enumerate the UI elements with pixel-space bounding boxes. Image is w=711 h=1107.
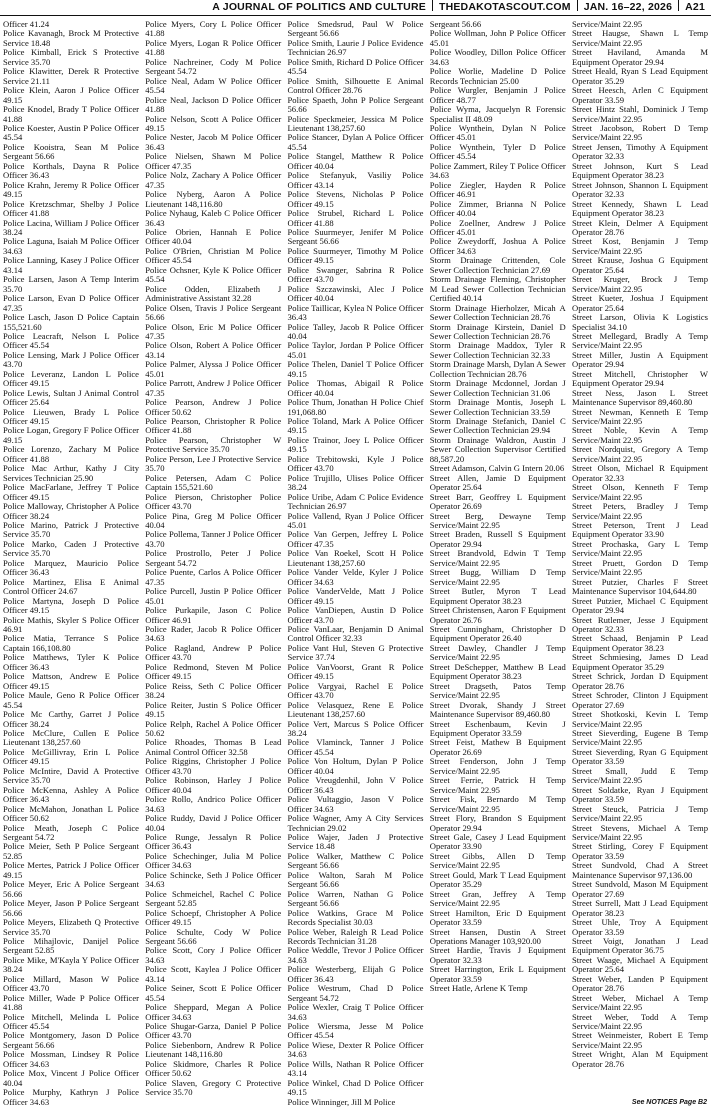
- listing-entry: Police Wurgler, Benjamin J Police Officer 48.77: [429, 85, 566, 105]
- listing-entry: Street Soldatke, Ryan J Equipment Operator 33.59: [572, 784, 708, 805]
- listing-entry: Police Olson, Eric M Police Officer 47.35: [145, 321, 282, 341]
- listing-entry: Police Obrien, Hannah E Police Officer 40.04: [145, 226, 282, 247]
- listing-entry: Police Odden, Elizabeth J Administrative Assistant 32.28: [145, 283, 282, 304]
- listing-entry: Street DeSchepper, Matthew B Lead Equipment Operator 38.23: [429, 661, 566, 682]
- listing-entry: Street Barr, Geoffrey L Equipment Operator 26.69: [429, 491, 566, 512]
- listing-entry: Street Hamilton, Eric D Equipment Operator 33.59: [429, 907, 566, 928]
- listing-entry: Street Hansen, Dustin A Street Operations Manager 103,920.00: [429, 926, 566, 946]
- listing-entry: Street Flory, Brandon S Equipment Operator 29.94: [429, 813, 566, 833]
- listing-entry: Police Nyhaug, Kaleb C Police Officer 36.43: [145, 208, 282, 228]
- listing-entry: Police Vant Hul, Steven G Protective Service 37.74: [287, 642, 424, 663]
- listing-entry: Street Sieverding, Eugene B Temp Service/Maint 22.95: [572, 727, 708, 748]
- listing-entry: Officer 41.24: [3, 19, 50, 29]
- site-url[interactable]: THEDAKOTASCOUT.COM: [438, 1, 571, 13]
- listing-entry: Street Voigt, Jonathan J Lead Equipment Operator 36.75: [572, 935, 708, 956]
- listing-entry: Police Redmond, Steven M Police Officer 49.15: [145, 661, 282, 682]
- listing-entry: Police Toland, Mark A Police Officer 49.15: [287, 416, 424, 436]
- listing-entry: Police Worlie, Madeline D Police Records Technician 25.00: [429, 66, 566, 86]
- listing-entry: Police Purcell, Justin P Police Officer 45.01: [145, 586, 282, 606]
- listing-entry: Police Neal, Jackson D Police Officer 41.88: [145, 94, 282, 115]
- listing-entry: Police Leveranz, Landon L Police Officer 49.15: [3, 368, 139, 389]
- listing-entry: Police Stangel, Matthew R Police Officer 40.04: [287, 151, 424, 171]
- listing-entry: Street Ferrie, Patrick H Temp Service/Maint 22.95: [429, 775, 566, 795]
- listing-entry: Police Kavanagh, Brock M Protective Service 18.48: [3, 28, 139, 48]
- listing-entry: Police Meyer, Eric A Police Sergeant 56.66: [3, 879, 139, 899]
- listing-entry: Street Heesch, Arlen C Equipment Operator 33.59: [572, 85, 708, 105]
- listing-entry: Storm Drainage Maddox, Tyler R Sewer Collection Technician 32.33: [429, 340, 566, 360]
- listing-entry: Police Smith, Silhouette E Animal Control Officer 28.76: [287, 75, 424, 96]
- issue-date: JAN. 16–22, 2026: [583, 1, 673, 13]
- listing-entry: Police Wiersma, Jesse M Police Officer 45.54: [287, 1021, 424, 1041]
- listing-entry: Street Dragseth, Patos Temp Service/Maint 22.95: [429, 680, 566, 701]
- listing-entry: Street Putzier, Michael C Equipment Operator 29.94: [572, 595, 708, 616]
- listing-entry: Police Pollema, Tanner J Police Officer 43.70: [145, 529, 282, 549]
- listing-entry: Street Heald, Ryan S Lead Equipment Operator 35.29: [572, 66, 708, 86]
- listing-entry: Police Martyna, Joseph D Police Officer 49.15: [3, 595, 139, 616]
- listing-entry: Street Adamson, Calvin G Intern 20.06: [429, 463, 565, 474]
- listing-entry: Police Thelen, Daniel T Police Officer 49.15: [287, 359, 424, 379]
- publication-tagline: A JOURNAL OF POLITICS AND CULTURE: [212, 1, 426, 13]
- listing-entry: Street Mitchell, Christopher W Equipment Operator 29.94: [572, 368, 708, 389]
- listing-entry: Police Lanning, Kasey J Police Officer 43.14: [3, 255, 139, 275]
- listing-entry: Street Schrick, Jordan D Equipment Operator 28.76: [572, 671, 708, 691]
- listing-entry: Police Watkins, Grace M Police Records Specialist 30.03: [287, 907, 424, 928]
- listing-entry: Street Haugse, Shawn L Temp Service/Maint 22.95: [572, 28, 708, 48]
- listing-entry: Police Maule, Geno R Police Officer 45.54: [3, 690, 139, 710]
- listing-entry: Police Mathis, Skyler S Police Officer 46.91: [3, 614, 139, 634]
- listing-entry: Police Lieuwen, Brady L Police Officer 49.15: [3, 406, 139, 427]
- text-column-2: [145, 19, 282, 1098]
- listing-entry: Police Mc Carthy, Garret J Police Officer 38.24: [3, 709, 139, 729]
- listing-entry: Police Lacina, William J Police Officer 38.24: [3, 217, 139, 237]
- listing-entry: Police Seiner, Scott E Police Officer 45.54: [145, 983, 282, 1003]
- listing-entry: Police Krahn, Jeremy R Police Officer 49.15: [3, 179, 139, 200]
- listing-entry: Police Smith, Laurie J Police Evidence Technician 26.97: [287, 37, 424, 58]
- listing-entry: Storm Drainage Waldron, Austin J Sewer Collection Supervisor Certified 88,587.20: [429, 434, 566, 464]
- listing-entry: Police Martinez, Elisa E Animal Control Officer 24.67: [3, 576, 139, 597]
- listing-entry: Police Meyer, Jason P Police Sergeant 56.66: [3, 898, 139, 918]
- listing-entry: Police Nielsen, Shawn M Police Officer 47.35: [145, 151, 282, 171]
- listing-entry: Police Vultaggio, Jason V Police Officer 34.63: [287, 794, 424, 814]
- continuation-note: See NOTICES Page B2: [631, 1099, 707, 1106]
- listing-entry: Police Puente, Carlos A Police Officer 47.35: [145, 567, 282, 587]
- listing-entry: Police Mossman, Lindsey R Police Officer 34.63: [3, 1049, 139, 1069]
- listing-entry: Police Nachreiner, Cody M Police Sergeant 54.72: [145, 56, 282, 77]
- listing-entry: Police Meath, Joseph C Police Sergeant 54.72: [3, 822, 139, 842]
- listing-entry: Police Schulte, Cody W Police Sergeant 56.66: [145, 926, 282, 946]
- listing-entry: Police Vert, Marcus S Police Officer 38.24: [287, 718, 424, 738]
- listing-entry: Police Wyma, Jacquelyn R Forensic Specialist II 48.09: [429, 104, 566, 124]
- listing-entry: Street Larson, Olivia K Logistics Specialist 34.10: [572, 312, 708, 332]
- listing-entry: Police Von Holtum, Dylan P Police Officer 40.04: [287, 756, 424, 776]
- listing-entry: Police Ochsner, Kyle K Police Officer 45.54: [145, 264, 282, 285]
- listing-entry: Police Wills, Nathan R Police Officer 43.14: [287, 1058, 424, 1079]
- listing-entry: Street Hardie, Travis J Equipment Operator 32.33: [429, 945, 566, 965]
- listing-entry: Police Mertes, Patrick J Police Officer 49.15: [3, 860, 139, 880]
- listing-entry: Police Prostrollo, Peter J Police Sergeant 54.72: [145, 548, 282, 568]
- listing-entry: Police Lorenzo, Zachary M Police Officer 41.88: [3, 444, 139, 464]
- page-header: [0, 0, 711, 18]
- listing-entry: Police Uribe, Adam C Police Evidence Technician 26.97: [287, 491, 424, 512]
- listing-entry: Police Trujillo, Ulises Police Officer 38.24: [287, 472, 424, 493]
- listing-entry: Street Putzier, Charles F Street Maintenance Supervisor 104,644.80: [572, 576, 708, 597]
- listing-entry: Police Larsen, Jason A Temp Interim 35.70: [3, 274, 139, 294]
- text-column-1: [3, 19, 139, 1107]
- listing-entry: Police Meier, Seth P Police Sergeant 52.85: [3, 841, 139, 861]
- listing-entry: Street Braden, Russell S Equipment Operator 29.94: [429, 529, 566, 549]
- listing-entry: Police Rollo, Andrico Police Officer 34.63: [145, 794, 282, 814]
- listing-entry: Police Mac Arthur, Kathy J City Services Technician 25.90: [3, 463, 139, 483]
- listing-entry: Police Zweydorff, Joshua A Police Officer 34.63: [429, 236, 566, 256]
- listing-entry: Street Small, Judd E Temp Service/Maint 22.95: [572, 765, 708, 786]
- listing-entry: Police Larson, Evan D Police Officer 47.35: [3, 293, 139, 313]
- text-column-5: [572, 20, 708, 1068]
- listing-entry: Police Stancer, Dylan A Police Officer 45.54: [287, 132, 424, 152]
- listing-entry: Storm Drainage Marsh, Dylan A Sewer Collection Technician 28.76: [429, 359, 566, 379]
- header-divider: [678, 0, 679, 11]
- listing-entry: Police Warren, Nathan G Police Sergeant 56.66: [287, 888, 424, 909]
- listing-entry: Police Weber, Raleigh R Lead Police Records Technician 31.28: [287, 926, 424, 946]
- listing-entry: Police Palmer, Alyssa J Police Officer 45.01: [145, 359, 282, 379]
- listing-entry: Police Zimmer, Brianna N Police Officer 40.04: [429, 198, 566, 219]
- listing-entry: Police Runge, Jessalyn R Police Officer 36.43: [145, 831, 282, 852]
- listing-entry: Street Sieverding, Ryan G Equipment Operator 33.59: [572, 746, 708, 767]
- listing-entry: Street Feist, Mathew B Equipment Operator 26.69: [429, 737, 566, 757]
- listing-entry: Police Mike, M'Kayla Y Police Officer 38.24: [3, 954, 139, 975]
- listing-entry: Police Trebitowski, Kyle J Police Officer 43.70: [287, 453, 424, 474]
- listing-entry: Police Speckmeier, Jessica M Police Lieutenant 138,257.60: [287, 113, 424, 133]
- listing-entry: Police O'Brien, Christian M Police Officer 45.54: [145, 245, 282, 266]
- listing-entry: Police Walker, Matthew C Police Sergeant 56.66: [287, 850, 424, 871]
- listing-entry: Police Shugar-Garza, Daniel P Police Officer 43.70: [145, 1021, 282, 1041]
- listing-entry: Street Fisk, Bernardo M Temp Service/Maint 22.95: [429, 794, 566, 814]
- listing-entry: Street Krause, Joshua G Equipment Operator 25.64: [572, 255, 708, 275]
- listing-entry: Police Scott, Cory J Police Officer 34.63: [145, 945, 282, 965]
- listing-entry: Street Christensen, Aaron F Equipment Operator 26.76: [429, 605, 566, 625]
- listing-entry: Street Schmiesing, James D Lead Equipment Operator 35.29: [572, 652, 708, 672]
- listing-entry: Police Nyberg, Aaron A Police Lieutenant 148,116.80: [145, 189, 282, 209]
- listing-entry: Storm Drainage Fleming, Christopher M Lead Sewer Collection Technician Certified 40.14: [429, 274, 566, 304]
- listing-entry: Police Suurmeyer, Timothy M Police Officer 49.15: [287, 245, 424, 266]
- header-bar: [212, 0, 705, 14]
- listing-entry: Street Peters, Bradley J Temp Service/Maint 22.95: [572, 501, 708, 521]
- listing-entry: Police Rhoades, Thomas B Lead Animal Control Officer 32.58: [145, 737, 282, 757]
- listing-entry: Street Schroder, Clinton J Equipment Operator 27.69: [572, 690, 708, 710]
- listing-entry: Street Jacobson, Robert D Temp Service/Maint 22.95: [572, 122, 708, 143]
- listing-entry: Police Pierson, Christopher Police Officer 43.70: [145, 491, 282, 512]
- listing-entry: Police Lewis, Sultan J Animal Control Officer 25.64: [3, 387, 139, 408]
- listing-entry: Police Robinson, Harley J Police Officer 40.04: [145, 775, 282, 795]
- listing-entry: Police VanVoorst, Grant R Police Officer 49.15: [287, 661, 424, 682]
- listing-entry: Street Haviland, Amanda M Equipment Operator 29.94: [572, 47, 708, 67]
- listing-entry: Police Zoellner, Andrew J Police Officer 45.01: [429, 217, 566, 237]
- listing-entry: Street Stevens, Michael A Temp Service/Maint 22.95: [572, 822, 708, 842]
- listing-entry: Street Klein, Delmer A Equipment Operator 28.76: [572, 217, 708, 237]
- listing-entry: Street Olson, Michael R Equipment Operator 32.33: [572, 463, 708, 483]
- listing-entry: Police Miller, Wade P Police Officer 41.88: [3, 992, 139, 1013]
- listing-entry: Police Laguna, Isaiah M Police Officer 34.63: [3, 236, 139, 256]
- listing-entry: Street Miller, Justin A Equipment Operator 29.94: [572, 349, 708, 370]
- listing-entry: Street Kruger, Brock J Temp Service/Maint 22.95: [572, 274, 708, 294]
- listing-entry: Police VanderVelde, Matt J Police Officer 49.15: [287, 586, 424, 606]
- listing-entry: Storm Drainage Montis, Joseph L Sewer Collection Technician 33.59: [429, 397, 566, 417]
- listing-entry: Police Scott, Kaylea J Police Officer 43.14: [145, 964, 282, 984]
- listing-entry: Police Suurmeyer, Jenifer M Police Sergeant 56.66: [287, 226, 424, 247]
- listing-entry: Police MacFarlane, Jeffrey T Police Officer 49.15: [3, 482, 139, 502]
- listing-entry: Police Rader, Jacob R Police Officer 34.63: [145, 624, 282, 644]
- listing-entry: Police Nolz, Zachary A Police Officer 47.35: [145, 170, 282, 190]
- listing-entry: Police Vreugdenhil, John V Police Officer 36.43: [287, 775, 424, 795]
- listing-entry: Police Parrott, Andrew J Police Officer 47.35: [145, 378, 282, 398]
- listing-entry: Police Wajer, Jaden J Protective Service 18.48: [287, 831, 424, 852]
- listing-entry: Police Strubel, Richard L Police Officer 41.88: [287, 208, 424, 228]
- listing-entry: Police Matia, Terrance S Police Captain 166,108.80: [3, 633, 139, 653]
- listing-entry: Police Schoepf, Christopher A Police Officer 49.15: [145, 907, 282, 928]
- listing-entry: Police Wexler, Craig T Police Officer 34.63: [287, 1002, 424, 1022]
- listing-entry: Police Marquez, Mauricio Police Officer 36.43: [3, 557, 139, 578]
- listing-entry: Police Taylor, Jordan P Police Officer 45.01: [287, 340, 424, 360]
- listing-entry: Police Thum, Jonathan H Police Chief 191,068.80: [287, 397, 424, 417]
- listing-entry: Police Malloway, Christopher A Police Officer 38.24: [3, 501, 139, 521]
- listing-entry: Police Knodel, Brady T Police Officer 41.88: [3, 104, 139, 124]
- listing-entry: Street Gran, Jeffrey A Temp Service/Maint 22.95: [429, 888, 566, 909]
- listing-entry: Police Millard, Mason W Police Officer 43.70: [3, 973, 139, 994]
- listing-entry: Police Trainor, Joey L Police Officer 49.15: [287, 434, 424, 455]
- listing-entry: Sergeant 56.66: [429, 19, 482, 29]
- header-rule: [0, 15, 711, 16]
- listing-entry: Storm Drainage Mcdonnel, Jordan J Sewer Collection Technician 31.06: [429, 378, 566, 398]
- listing-entry: Police Westrum, Chad D Police Sergeant 54.72: [287, 983, 424, 1003]
- listing-entry: Police McKenna, Ashley A Police Officer 36.43: [3, 784, 139, 805]
- listing-entry: Street Jensen, Timothy A Equipment Operator 32.33: [572, 141, 708, 162]
- listing-entry: Police Reiss, Seth C Police Officer 38.24: [145, 680, 282, 701]
- listing-entry: Police Pearson, Christopher W Protective Service 35.70: [145, 434, 282, 455]
- listing-entry: Police Klawitter, Derek R Protective Service 21.11: [3, 66, 139, 86]
- listing-entry: Police Woodley, Dillon Police Officer 34.63: [429, 47, 566, 67]
- listing-entry: Street Nordquist, Gregory A Temp Service/Maint 22.95: [572, 444, 708, 464]
- listing-entry: Police Talley, Jacob R Police Officer 40.04: [287, 321, 424, 341]
- listing-entry: Police Wiese, Dexter R Police Officer 34.63: [287, 1039, 424, 1060]
- listing-entry: Police Smith, Richard D Police Officer 45.54: [287, 56, 424, 77]
- header-divider: [432, 0, 433, 11]
- listing-entry: Street Rutlemer, Jesse J Equipment Operator 32.33: [572, 614, 708, 634]
- listing-entry: Street Sundvold, Chad A Street Maintenance Supervisor 97,136.00: [572, 860, 708, 880]
- listing-entry: Police Korthals, Dayna R Police Officer 36.43: [3, 160, 139, 181]
- listing-entry: Street Ness, Jason L Street Maintenance Supervisor 89,460.80: [572, 387, 708, 408]
- listing-entry: Storm Drainage Stefanich, Daniel C Sewer Collection Technician 29.94: [429, 416, 566, 436]
- listing-entry: Police Sheppard, Megan A Police Officer 34.63: [145, 1002, 282, 1022]
- listing-entry: Police Meyers, Elizabeth Q Protective Service 35.70: [3, 917, 139, 937]
- listing-entry: Storm Drainage Crittenden, Cole Sewer Collection Technician 27.69: [429, 255, 566, 275]
- listing-entry: Police Koester, Austin P Police Officer 45.54: [3, 122, 139, 143]
- listing-entry: Police VanLaar, Benjamin D Animal Control Officer 32.33: [287, 624, 424, 644]
- listing-entry: Street Noble, Kevin A Temp Service/Maint 22.95: [572, 425, 708, 445]
- listing-entry: Street Gibbs, Allen D Temp Service/Maint 22.95: [429, 850, 566, 871]
- listing-entry: Service/Maint 22.95: [572, 19, 643, 29]
- listing-entry: Police McIntire, David A Protective Service 35.70: [3, 765, 139, 786]
- text-column-4: [430, 20, 566, 1068]
- listing-entry: Police Klein, Aaron J Police Officer 49.15: [3, 85, 139, 105]
- listing-entry: Police Montgomery, Jason D Police Sergeant 56.66: [3, 1030, 139, 1050]
- header-divider: [577, 0, 578, 11]
- listing-entry: Police Wynthein, Tyler D Police Officer 45.54: [429, 141, 566, 162]
- listing-entry: Police Winninger, Jill M Police: [287, 1096, 396, 1107]
- listing-entry: Police Szczawinski, Alec J Police Officer 40.04: [287, 283, 424, 304]
- listing-entry: Police Petersen, Adam C Police Captain 155,521.60: [145, 472, 282, 493]
- listing-entry: Police Murphy, Kathryn J Police Officer 34.63: [3, 1087, 139, 1107]
- listing-entry: Street Weber, Todd A Temp Service/Maint 22.95: [572, 1011, 708, 1032]
- listing-entry: Street Olson, Kenneth F Temp Service/Maint 22.95: [572, 482, 708, 502]
- listing-entry: Police Vargyai, Rachel E Police Officer 43.70: [287, 680, 424, 701]
- listing-entry: Police Relph, Rachel A Police Officer 50.62: [145, 718, 282, 738]
- listing-entry: Police Myers, Cory L Police Officer 41.88: [145, 19, 282, 39]
- listing-entry: Street Surrell, Matt J Lead Equipment Operator 38.23: [572, 898, 708, 918]
- listing-entry: Police Nester, Jacob M Police Officer 36.43: [145, 132, 282, 152]
- listing-entry: Street Steuck, Patricia J Temp Service/Maint 22.95: [572, 803, 708, 824]
- listing-entry: Police Zammert, Riley T Police Officer 34.63: [429, 160, 566, 181]
- listing-entry: Police Pearson, Andrew J Police Officer 50.62: [145, 397, 282, 417]
- listing-entry: Police Pina, Greg M Police Officer 40.04: [145, 510, 282, 531]
- listing-entry: Street Kueter, Joshua J Equipment Operator 25.64: [572, 293, 708, 313]
- listing-entry: Street Harrington, Erik L Equipment Operator 33.59: [429, 964, 566, 984]
- listing-entry: Police Stefanyuk, Vasiliy Police Officer 43.14: [287, 170, 424, 190]
- listing-entry: Police Leacraft, Nelson L Police Officer 45.54: [3, 330, 139, 351]
- listing-entry: Police Kooistra, Sean M Police Sergeant 56.66: [3, 141, 139, 162]
- listing-entry: Police Lensing, Mark J Police Officer 43.70: [3, 349, 139, 370]
- listing-entry: Police Winkel, Chad D Police Officer 49.15: [287, 1077, 424, 1098]
- listing-entry: Street Gould, Mark T Lead Equipment Operator 35.29: [429, 869, 566, 890]
- listing-entry: Street Shotkoski, Kevin L Temp Service/Maint 22.95: [572, 709, 708, 729]
- listing-entry: Storm Drainage Kirstein, Daniel D Sewer Collection Technician 28.76: [429, 321, 566, 341]
- listing-entry: Police McMahon, Jonathan L Police Officer 50.62: [3, 803, 139, 824]
- listing-entry: Police Slaven, Gregory C Protective Service 35.70: [145, 1077, 282, 1098]
- listing-entry: Police Swanger, Sabrina R Police Officer 43.70: [287, 264, 424, 285]
- listing-entry: Street Eschenbaum, Kevin J Equipment Operator 33.59: [429, 718, 566, 738]
- listing-entry: Street Weinmeister, Robert E Temp Service/Maint 22.95: [572, 1030, 708, 1050]
- listing-entry: Police Vander Velde, Kyler J Police Officer 34.63: [287, 567, 424, 587]
- listing-entry: Police Schmeichel, Rachel C Police Sergeant 52.85: [145, 888, 282, 909]
- listing-entry: Police Walton, Sarah M Police Sergeant 56.66: [287, 869, 424, 890]
- listing-entry: Police Neal, Adam W Police Officer 45.54: [145, 75, 282, 96]
- listing-entry: Police Wynthein, Dylan N Police Officer 45.01: [429, 122, 566, 143]
- listing-entry: Police Matthews, Tyler K Police Officer 36.43: [3, 652, 139, 672]
- listing-entry: Street Dawley, Chandler J Temp Service/Maint 22.95: [429, 642, 566, 663]
- listing-entry: Police Taillicar, Kylea N Police Officer 36.43: [287, 302, 424, 323]
- listing-entry: Street Fenderson, John J Temp Service/Maint 22.95: [429, 756, 566, 776]
- listing-entry: Street Schaad, Benjamin P Lead Equipment Operator 38.23: [572, 633, 708, 653]
- listing-entry: Police Van Roekel, Scott H Police Lieutenant 138,257.60: [287, 548, 424, 568]
- text-column-3: [287, 19, 424, 1107]
- listing-entry: Street Pruett, Gordon D Temp Service/Maint 22.95: [572, 557, 708, 578]
- listing-entry: Storm Drainage Hierholzer, Micah A Sewer Collection Technician 28.76: [429, 302, 566, 323]
- listing-entry: Street Sundvold, Mason M Equipment Operator 27.69: [572, 879, 708, 899]
- listing-entry: Street Bugg, William D Temp Service/Maint 22.95: [429, 567, 566, 587]
- listing-entry: Street Newman, Kenneth E Temp Service/Maint 22.95: [572, 406, 708, 427]
- listing-entry: Police Schincke, Seth J Police Officer 34.63: [145, 869, 282, 890]
- listing-entry: Street Johnson, Shannon L Equipment Operator 32.33: [572, 179, 708, 200]
- listing-entry: Police Mitchell, Melinda L Police Officer 45.54: [3, 1011, 139, 1032]
- listing-entry: Police Marino, Patrick J Protective Service 35.70: [3, 520, 139, 540]
- listing-entry: Police Van Gerpen, Jeffrey L Police Officer 47.35: [287, 529, 424, 549]
- page-number: A21: [685, 1, 705, 13]
- listing-entry: Police Ragland, Andrew P Police Officer 43.70: [145, 642, 282, 663]
- listing-entry: Street Butler, Myron T Lead Equipment Operator 38.23: [429, 586, 566, 606]
- listing-entry: Police Reiter, Justin S Police Officer 49.15: [145, 699, 282, 720]
- listing-entry: Street Uhle, Troy A Equipment Operator 33.59: [572, 917, 708, 937]
- listing-entry: Police Olsen, Travis J Police Sergeant 56.66: [145, 302, 282, 323]
- listing-entry: Street Peterson, Trent J Lead Equipment Operator 33.90: [572, 520, 708, 540]
- listing-entry: Police Spaeth, John P Police Sergeant 56.66: [287, 94, 424, 115]
- listing-entry: Police McGillivray, Erin L Police Officer 49.15: [3, 746, 139, 767]
- listing-entry: Police Vallend, Ryan J Police Officer 45.01: [287, 510, 424, 531]
- listing-entry: Police Purkapile, Jason C Police Officer 46.91: [145, 605, 282, 625]
- listing-entry: Police Siebenborn, Andrew R Police Lieutenant 148,116.80: [145, 1039, 282, 1060]
- listing-entry: Police Schechinger, Julia M Police Officer 34.63: [145, 850, 282, 871]
- listing-entry: Street Stirling, Corey F Equipment Operator 33.59: [572, 841, 708, 861]
- listing-entry: Street Berg, Dewayne Temp Service/Maint 22.95: [429, 510, 566, 531]
- listing-entry: Police Pearson, Christopher R Police Officer 41.88: [145, 416, 282, 436]
- listing-entry: Street Brandvold, Edwin T Temp Service/Maint 22.95: [429, 548, 566, 568]
- listing-entry: Street Weber, Michael A Temp Service/Maint 22.95: [572, 992, 708, 1013]
- listing-entry: Police Riggins, Christopher J Police Officer 43.70: [145, 756, 282, 776]
- listing-entry: Police Thomas, Abigail R Police Officer 40.04: [287, 378, 424, 398]
- listing-entry: Street Johnson, Kurt S Lead Equipment Operator 38.23: [572, 160, 708, 181]
- listing-entry: Street Kost, Benjamin J Temp Service/Maint 22.95: [572, 236, 708, 256]
- listing-entry: Street Dvorak, Shandy J Street Maintenance Supervisor 89,460.80: [429, 699, 566, 720]
- listing-entry: Police Skidmore, Charles R Police Officer 50.62: [145, 1058, 282, 1079]
- listing-entry: Street Mellegard, Bradly A Temp Service/Maint 22.95: [572, 330, 708, 351]
- listing-entry: Street Prochaska, Gary L Temp Service/Maint 22.95: [572, 538, 708, 559]
- listing-entry: Police Person, Lee J Protective Service 35.70: [145, 453, 282, 474]
- listing-entry: Street Kennedy, Shawn L Lead Equipment Operator 38.23: [572, 198, 708, 219]
- listing-entry: Street Waage, Michael A Equipment Operator 25.64: [572, 954, 708, 975]
- listing-entry: Police Westerberg, Elijah G Police Officer 36.43: [287, 964, 424, 984]
- listing-entry: Street Allen, Jamie D Equipment Operator 25.64: [429, 472, 566, 493]
- listing-entry: Street Hintz Stahl, Dominick J Temp Service/Maint 22.95: [572, 104, 708, 124]
- listing-entry: Police Ruddy, David J Police Officer 40.04: [145, 813, 282, 833]
- listing-entry: Street Hatle, Arlene K Temp: [429, 983, 528, 994]
- listing-entry: Police Kretzschmar, Shelby J Police Officer 41.88: [3, 198, 139, 219]
- listing-entry: Police Velasquez, Rene E Police Lieutenant 138,257.60: [287, 699, 424, 720]
- listing-entry: Police Myers, Logan R Police Officer 41.88: [145, 37, 282, 58]
- listing-entry: Police Marko, Caden J Protective Service 35.70: [3, 538, 139, 559]
- listing-entry: Police Vlaminck, Tanner J Police Officer 45.54: [287, 737, 424, 757]
- listing-entry: Police Nelson, Scott A Police Officer 49.15: [145, 113, 282, 133]
- listing-entry: Police Kimball, Erick S Protective Service 35.70: [3, 47, 139, 67]
- listing-entry: Police Ziegler, Hayden R Police Officer 46.91: [429, 179, 566, 200]
- listing-entry: Street Gale, Casey J Lead Equipment Operator 33.90: [429, 831, 566, 852]
- listing-entry: Police Smedsrud, Paul W Police Sergeant 56.66: [287, 19, 424, 39]
- listing-entry: Police Olson, Robert A Police Officer 43.14: [145, 340, 282, 360]
- listing-entry: Street Cunningham, Christopher D Equipment Operator 26.40: [429, 624, 566, 644]
- listing-entry: Street Wright, Alan M Equipment Operator 28.76: [572, 1049, 708, 1069]
- listing-entry: Police Logan, Gregory F Police Officer 49.15: [3, 425, 139, 445]
- listing-entry: Police Mihajlovic, Danijel Police Sergeant 52.85: [3, 935, 139, 956]
- listing-entry: Street Weber, Landen P Equipment Operator 28.76: [572, 973, 708, 994]
- listing-entry: Police McClure, Cullen E Police Lieutenant 138,257.60: [3, 727, 139, 748]
- listing-entry: Police Stevens, Nicholas P Police Officer 49.15: [287, 189, 424, 209]
- listing-entry: Police VanDiepen, Austin D Police Officer 43.70: [287, 605, 424, 625]
- listing-entry: Police Lasch, Jason D Police Captain 155,521.60: [3, 312, 139, 332]
- listing-entry: Police Weddle, Trevor J Police Officer 34.63: [287, 945, 424, 965]
- listing-entry: Police Mattson, Andrew E Police Officer 49.15: [3, 671, 139, 691]
- listing-entry: Police Mox, Vincent J Police Officer 40.04: [3, 1068, 139, 1088]
- listing-entry: Police Wollman, John P Police Officer 45.01: [429, 28, 566, 48]
- listing-entry: Police Wagner, Amy A City Services Technician 29.02: [287, 813, 424, 833]
